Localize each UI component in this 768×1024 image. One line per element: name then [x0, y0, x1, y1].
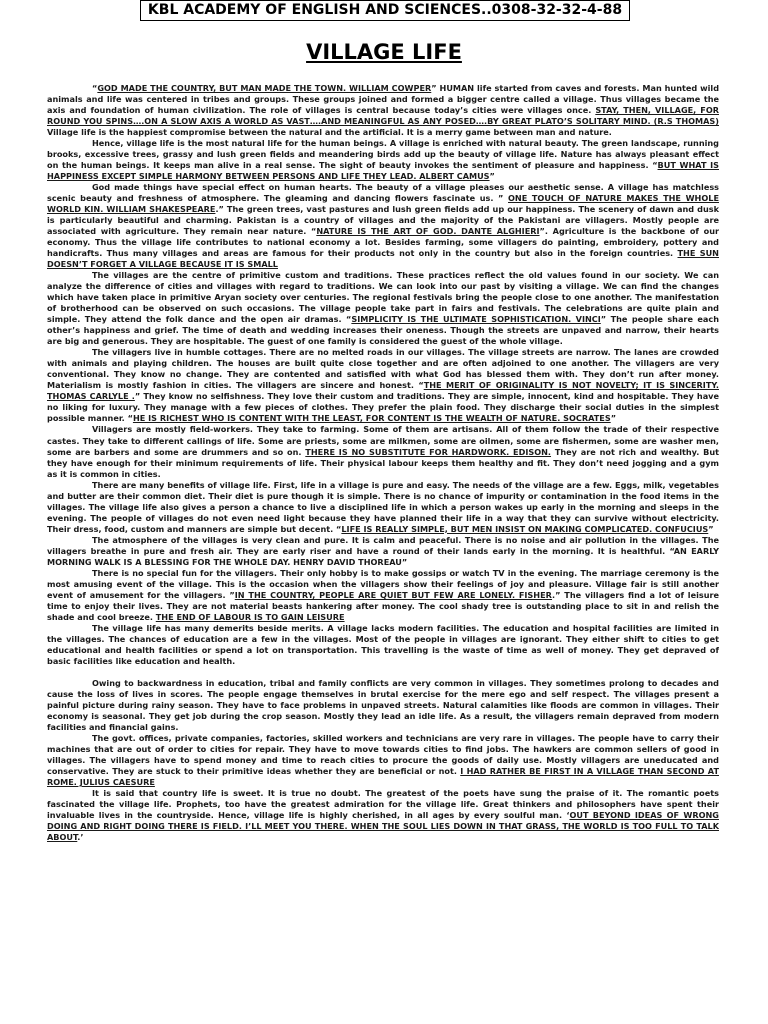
paragraph-text: ” — [708, 523, 714, 534]
paragraph-text: ” They know no selfishness. They love their custom and traditions. They are simple, innocent, kind and hospitable. They have no liking for luxury. They manage with a few pieces of clothes. They prefer the plain food. They discharge their social duties in the simplest possible manner. “ — [47, 391, 719, 424]
paragraph-text: Hence, village life is the most natural life for the human beings. A village is enriched with natural beauty. The green landscape, running brooks, excessive trees, grassy and lush green fields and meandering birds add up the beauty of village life. Nature has always pleasant effect on the human beings. It keeps man alive in a real sense. The sight of beauty invokes the sentiment of pleasure and happiness. “ — [47, 138, 719, 171]
quotation-underlined: LIFE IS REALLY SIMPLE, BUT MEN INSIST ON MAKING COMPLICATED. CONFUCIUS — [341, 523, 709, 534]
essay-paragraph — [47, 182, 719, 270]
paragraph-text: The villages are the centre of primitive custom and traditions. These practices reflect the old values found in our society. We can analyze the difference of cities and villages with regard to traditions. We can look into our past by visiting a village. We can find the changes which have taken place in primitive Aryan society over centuries. The regional festivals bring the people close to one another. The manifestation of brotherhood can be observed on such occasions. The village people take part in fairs and festivals. The celebrations are quite plain and simple. They attend the folk dance and the open air dramas. “ — [47, 270, 719, 325]
paragraph-text: ” — [401, 556, 408, 567]
paragraph-text: Villagers are mostly field-workers. They take to farming. Some of them are artisans. All of them follow the trade of their respective castes. They take to different callings of life. Some are priests, some are milkmen, some are oilmen, some are fishermen, some are washer men, some are barbers and some are drummers and so on. — [47, 424, 719, 457]
paragraph-text: The govt. offices, private companies, factories, skilled workers and technicians are very rare in villages. The people have to carry their machines that are out of order to cities for repair. They have to move towards cities to find jobs. The hawkers are common sellers of good in villages. The villagers have to spend money and time to reach cities to procure the goods of daily use. Mostly villagers are uneducated and conservative. They are stuck to their primitive ideas whether they are beneficial or not. — [47, 732, 719, 776]
paragraph-text: Village life is the happiest compromise between the natural and the artificial. It is a merry game between man and nature. — [47, 127, 612, 138]
quotation-underlined: GOD MADE THE COUNTRY, BUT MAN MADE THE TOWN. WILLIAM COWPER — [97, 83, 432, 93]
paragraph-text: God made things have special effect on human hearts. The beauty of a village pleases our aesthetic sense. A village has matchless scenic beauty and freshness of atmosphere. The gleaming and dancing flowers fascinate us. ” — [47, 182, 719, 204]
paragraph-text: The atmosphere of the villages is very clean and pure. It is calm and peaceful. There is no noise and air pollution in the villages. The villagers breathe in pure and fresh air. They are early riser and have a round of their lands early in the morning. It is healthful. “ — [47, 534, 719, 556]
paragraph-text: There are many benefits of village life. First, life in a village is pure and easy. The needs of the village are a few. Eggs, milk, vegetables and butter are their common diet. Their diet is pure though it is simple. There is no chance of impurity or contamination in the food items in the villages. The village life also gives a person a chance to live a disciplined life in which a person wakes up early in the morning and sleeps in the evening. The people of villages do not even need light because they have planned their life in a way that they can survive without electricity. Their dress, food, custom and manners are simple but decent. “ — [47, 479, 719, 534]
quotation-underlined: THE SUN DOESN’T FORGET A VILLAGE BECAUSE IT IS SMALL — [47, 248, 719, 270]
quotation-underlined: I HAD RATHER BE FIRST IN A VILLAGE THAN SECOND AT ROME. JULIUS CAESURE — [47, 765, 719, 787]
academy-header: KBL ACADEMY OF ENGLISH AND SCIENCES..0308-32-32-4-88 — [140, 0, 630, 21]
essay-paragraph — [47, 733, 719, 788]
paragraph-text: They are not rich and wealthy. But they have enough for their minimum requirements of life. Their physical labour keeps them healthy and fit. They don’t need jogging and a gym as it is common in cities. — [47, 446, 719, 479]
paragraph-text: ” — [610, 413, 617, 424]
paragraph-text: Owing to backwardness in education, tribal and family conflicts are very common in villages. They sometimes prolong to decades and cause the loss of lives in scores. The people engage themselves in brutal exercise for the mere ego and self respect. The villages present a painful picture during rainy season. They have to face problems in unpaved streets. Natural calamities like floods are common in villages. Their economy is seasonal. They get job during the crop season. Mostly they lead an idle life. As a result, the villagers remain depraved from modern facilities and financial gains. — [47, 677, 719, 732]
quotation-underlined: NATURE IS THE ART OF GOD. DANTE ALGHIERI — [316, 226, 540, 237]
quotation-underlined: THERE IS NO SUBSTITUTE FOR HARDWORK. EDISON. — [305, 446, 552, 457]
quotation-underlined: OUT BEYOND IDEAS OF WRONG DOING AND RIGHT DOING THERE IS FIELD. I’LL MEET YOU THERE. WHEN THE SOUL LIES DOWN IN THAT GRASS, THE WORLD IS TOO FULL TO TALK ABOUT — [47, 810, 719, 843]
essay-paragraph — [47, 535, 719, 568]
quotation-underlined: HE IS RICHEST WHO IS CONTENT WITH THE LEAST, FOR CONTENT IS THE WEALTH OF NATURE. SOCRATES — [132, 413, 611, 424]
essay-paragraph — [47, 480, 719, 535]
quotation-underlined: THE END OF LABOUR IS TO GAIN LEISURE — [155, 611, 345, 622]
page-title: VILLAGE LIFE — [306, 40, 462, 64]
essay-paragraph — [47, 623, 719, 667]
essay-paragraph — [47, 678, 719, 733]
paragraph-text: There is no special fun for the villagers. Their only hobby is to make gossips or watch TV in the evening. The marriage ceremony is the most amusing event of the village. This is the occasion when the villagers show their feelings of joy and pleasure. Village fair is still another event of amusement for the villagers. ” — [47, 567, 719, 600]
essay-paragraph — [47, 347, 719, 424]
paragraph-text: .” The villagers find a lot of leisure time to enjoy their lives. They are not material beasts hankering after money. The cool shady tree is outstanding place to sit in and relish the shade and cool breeze. — [47, 589, 719, 622]
quotation-underlined: STAY, THEN, VILLAGE, FOR ROUND YOU SPINS….ON A SLOW AXIS A WORLD AS VAST….AND MEANINGFUL AS ANY POSED….BY GREAT PLATO’S SOLITARY MIND. (R.S THOMAS) — [47, 105, 719, 127]
essay-paragraph — [47, 424, 719, 479]
quotation-underlined: BUT WHAT IS HAPPINESS EXCEPT SIMPLE HARMONY BETWEEN PERSONS AND LIFE THEY LEAD. ALBERT CAMUS — [47, 160, 719, 182]
paragraph-text: ” The people share each other’s happiness and grief. The time of death and wedding increases their oneness. Though the streets are unpaved and narrow, their hearts are big and generous. They are hospitable. The guest of one family is considered the guest of the whole village. — [47, 314, 719, 347]
paragraph-text: It is said that country life is sweet. It is true no doubt. The greatest of the poets have sung the praise of it. The romantic poets fascinated the village life. Prophets, too have the greatest admiration for the village life. Great thinkers and philosophers have spent their invaluable lives in the countryside. Hence, village life is highly cherished, in all ages by every soulful man. ‘ — [47, 787, 719, 821]
quotation-underlined: IN THE COUNTRY, PEOPLE ARE QUIET BUT FEW ARE LONELY. FISHER — [234, 589, 553, 600]
paragraph-text: The villagers live in humble cottages. There are no melted roads in our villages. The village streets are narrow. The lanes are crowded with animals and playing children. The houses are built quite close together and are often adjoined to one another. The villagers are very conventional. They know no change. They are contented and satisfied with what God has blessed them with. They don’t run after money. Materialism is mostly fashion in cities. The villagers are sincere and honest. “ — [47, 347, 719, 391]
essay-paragraph — [47, 270, 719, 347]
quotation-underlined: ONE TOUCH OF NATURE MAKES THE WHOLE WORLD KIN. WILLIAM SHAKESPEARE — [47, 193, 719, 215]
paragraph-text: ” HUMAN life started from caves and forests. Man hunted wild animals and life was centered in tribes and groups. These groups joined and formed a bigger centre called a village. Thus villages became the axis and foundation of human civilization. The role of villages is central because today’s cities were villages once. — [47, 83, 719, 116]
paragraph-text: .’ — [77, 832, 84, 843]
essay-paragraph — [47, 568, 719, 623]
essay-paragraph — [47, 138, 719, 182]
paragraph-text: The village life has many demerits beside merits. A village lacks modern facilities. The education and hospital facilities are limited in the villages. The chances of education are a few in the villages. Most of the people in villages are ignorant. They either shift to cities to get educational and health facilities or spend a lot on transportation. This travelling is the waste of time as well of money. They get depraved of basic facilities like education and health. — [47, 622, 719, 666]
essay-paragraph — [47, 83, 719, 138]
paragraph-text: ” — [489, 171, 495, 182]
paragraph-text: AN EARLY MORNING WALK IS A BLESSING FOR THE WHOLE DAY. HENRY DAVID THOREAU — [47, 545, 719, 567]
quotation-underlined: SIMPLICITY IS THE ULTIMATE SOPHISTICATION. VINCI — [351, 314, 601, 325]
paragraph-text: “ — [92, 83, 98, 93]
essay-paragraph — [47, 788, 719, 843]
paragraph-text: ”. Agriculture is the backbone of our economy. Thus the village life contributes to national economy a lot. Besides farming, some villagers do painting, embroidery, pottery and handicrafts. Thus many villages and areas are famous for their products not only in the country but also in the foreign countries. — [47, 226, 719, 259]
paragraph-text: .” The green trees, vast pastures and lush green fields add up our happiness. The scenery of dawn and dusk is particularly beautiful and charming. Pakistan is a country of villages and the majority of the Pakistani are villagers. Mostly people are associated with agriculture. They remain near nature. “ — [47, 204, 719, 237]
quotation-underlined: THE MERIT OF ORIGINALITY IS NOT NOVELTY; IT IS SINCERITY. THOMAS CARLYLE . — [47, 380, 719, 402]
essay-body — [47, 83, 719, 1019]
